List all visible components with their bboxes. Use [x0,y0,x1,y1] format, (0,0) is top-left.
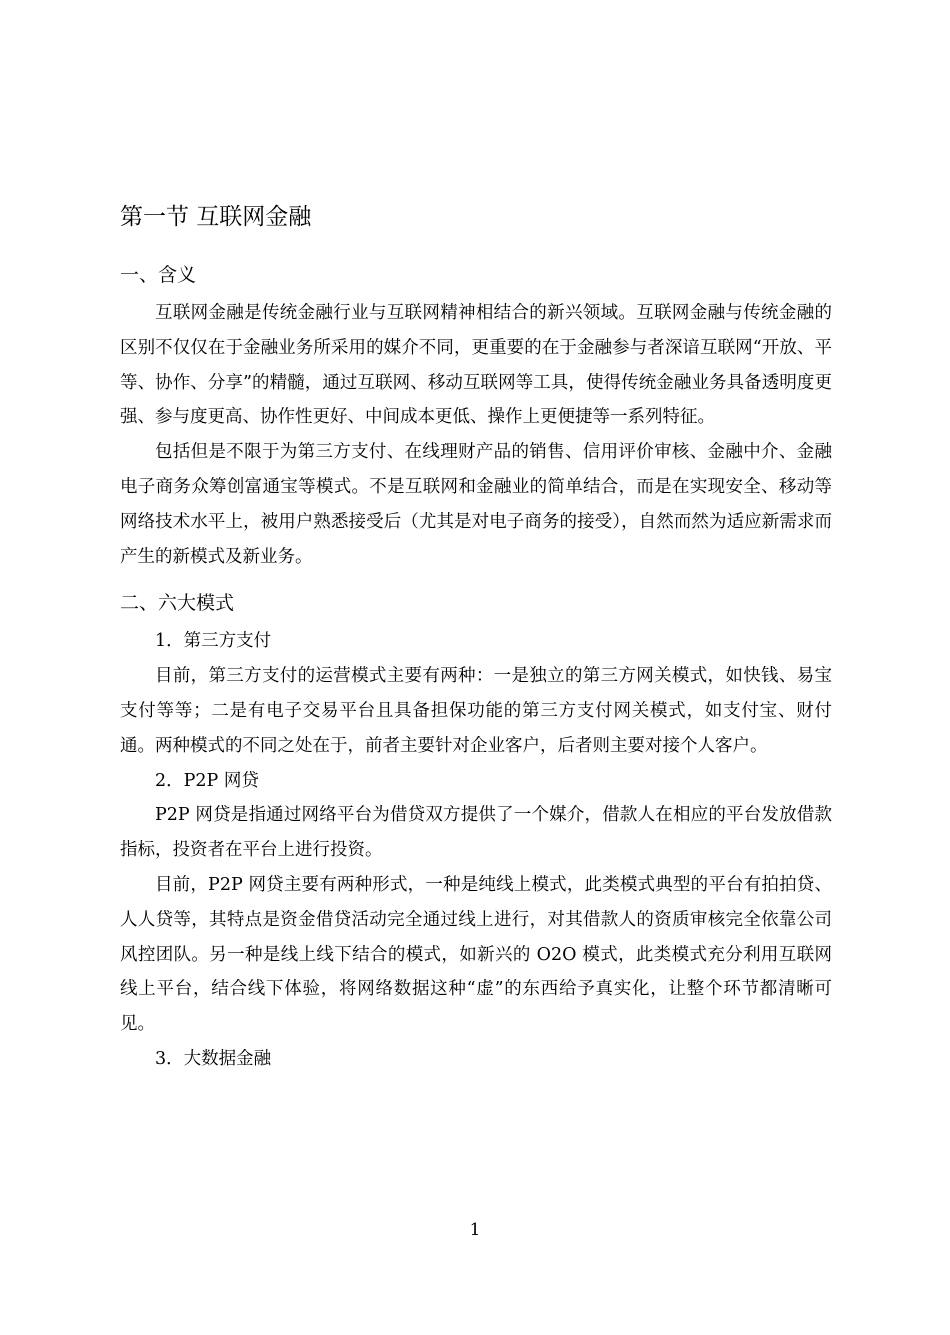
heading-meaning: 一、含义 [120,264,197,286]
paragraph-scope: 包括但是不限于为第三方支付、在线理财产品的销售、信用评价审核、金融中介、金融电子商务众筹创富通宝等模式。不是互联网和金融业的简单结合，而是在实现安全、移动等网络技术水平上，被用户熟悉接受后（尤其是对电子商务的接受），自然而然为适应新需求而产生的新模式及新业务。 [120,442,832,567]
heading-six-models: 二、六大模式 [120,592,235,615]
paragraph-third-party-payment: 目前，第三方支付的运营模式主要有两种：一是独立的第三方网关模式，如快钱、易宝支付等等；二是有电子交易平台且具备担保功能的第三方支付网关模式，如支付宝、财付通。两种模式的不同之处在于，前者主要针对企业客户，后者则主要对接个人客户。 [120,666,832,756]
paragraph-p2p-definition: P2P 网贷是指通过网络平台为借贷双方提供了一个媒介，借款人在相应的平台发放借款指标，投资者在平台上进行投资。 [120,805,832,861]
list-item-p2p-lending: 2．P2P 网贷 [155,770,259,791]
list-item-third-party-payment: 1．第三方支付 [155,631,272,652]
section-title: 第一节 互联网金融 [120,204,312,230]
paragraph-p2p-forms: 目前，P2P 网贷主要有两种形式，一种是纯线上模式，此类模式典型的平台有拍拍贷、人人贷等，其特点是资金借贷活动完全通过线上进行，对其借款人的资质审核完全依靠公司风控团队。另一种是线上线下结合的模式，如新兴的 O2O 模式，此类模式充分利用互联网线上平台，结合线下体验，将网络数据这种“虚”的东西给予真实化，让整个环节都清晰可见。 [120,874,832,1035]
paragraph-definition: 互联网金融是传统金融行业与互联网精神相结合的新兴领域。互联网金融与传统金融的区别不仅仅在于金融业务所采用的媒介不同，更重要的在于金融参与者深谙互联网“开放、平等、协作、分享”的精髓，通过互联网、移动互联网等工具，使得传统金融业务具备透明度更强、参与度更高、协作性更好、中间成本更低、操作上更便捷等一系列特征。 [120,303,832,428]
list-item-big-data-finance: 3．大数据金融 [155,1048,272,1069]
document-body [120,196,832,1077]
page-number: 1 [469,1220,481,1240]
